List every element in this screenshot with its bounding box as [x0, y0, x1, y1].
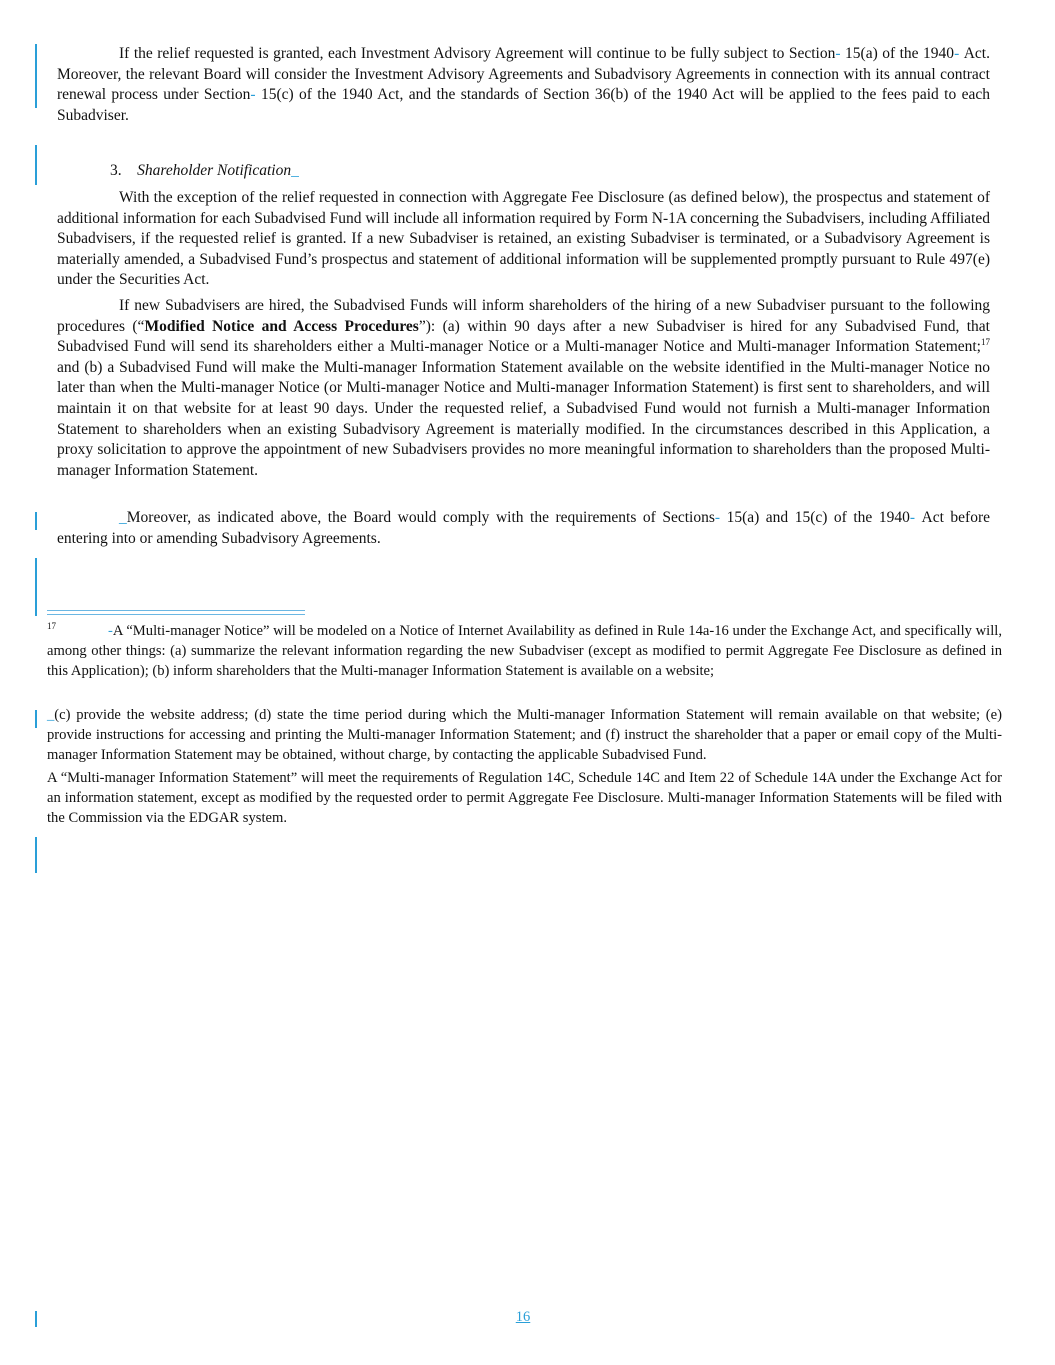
heading-title: Shareholder Notification	[137, 162, 292, 179]
revision-mark: _	[47, 707, 55, 723]
revision-mark: -	[250, 86, 261, 104]
defined-term: Modified Notice and Access Procedures	[144, 317, 419, 335]
footnote-paragraph-1: $^{17}$ -A “Multi-manager Notice” will be modeled on a Notice of Internet Availability as defined in Rule 14a-16 under the Exchange Act, and specifically will, among other things: (a) summarize the relevant information regarding the new Subadviser (except as modified to permit Aggregate Fee Disclosure as defined in this Application); (b) inform shareholders that the Multi-manager Information Statement is available on a website;	[47, 621, 1002, 679]
revision-mark: -	[909, 509, 922, 526]
paragraph-relief-granted: If the relief requested is granted, each Investment Advisory Agreement will continue to be fully subject to Section- 15(a) of the 1940- Act. Moreover, the relevant Board will consider the Investment Advisory Agreements and Subadvisory Agreements in connection with its annual contract renewal process under Section- 15(c) of the 1940 Act, and the standards of Section 36(b) of the 1940 Act will be applied to the fees paid to each Subadviser.	[57, 45, 990, 124]
revision-mark: -	[108, 623, 113, 639]
revision-mark: -	[835, 45, 846, 62]
change-bar	[35, 837, 37, 873]
change-bar	[35, 558, 37, 616]
revision-mark: -	[954, 45, 964, 62]
paragraph-board-comply: _Moreover, as indicated above, the Board would comply with the requirements of Sections- 15(a) and 15(c) of the 1940- Act before entering into or amending Subadvisory Agreements.	[57, 509, 990, 547]
heading-number: 3.	[110, 162, 122, 179]
paragraph-prospectus: With the exception of the relief requested in connection with Aggregate Fee Disclosure (as defined below), the prospectus and statement of additional information for each Subadvised Fund will include all information required by Form N-1A concerning the Subadvisers, including Affiliated Subadvisers, if the requested relief is granted. If a new Subadviser is retained, an existing Subadviser is terminated, or a Subadvisory Agreement is materially amended, a Subadvised Fund’s prospectus and statement of additional information will be supplemented promptly pursuant to Rule 497(e) under the Securities Act.	[57, 189, 990, 289]
footnote-ref[interactable]: 17	[981, 337, 990, 348]
change-bar	[35, 145, 37, 185]
revision-mark: _	[291, 162, 299, 179]
paragraph-notice-procedures: If new Subadvisers are hired, the Subadvised Funds will inform shareholders of the hiring of a new Subadviser pursuant to the following procedures (“Modified Notice and Access Procedures”): (a) within 90 days after a new Subadviser is hired for any Subadvised Fund, that Subadvised Fund will send its shareholders either a Multi-manager Notice or a Multi-manager Notice and Multi-manager Information Statement;$^{17}$ and (b) a Subadvised Fund will make the Multi-manager Information Statement available on the website identified in the Multi-manager Notice no later than when the Multi-manager Notice (or Multi-manager Notice and Multi-manager Information Statement) is first sent to shareholders, and will maintain it on that website for at least 90 days. Under the requested relief, a Subadvised Fund would not furnish a Multi-manager Information Statement to shareholders when an existing Subadvisory Agreement is materially modified. In the circumstances described in this Application, a proxy solicitation to approve the appointment of new Subadvisers provides no more meaningful information to shareholders than the proposed Multi-manager Information Statement.	[57, 297, 990, 479]
page-number[interactable]: 16	[515, 1309, 531, 1325]
footnote-separator	[47, 610, 305, 615]
change-bar	[35, 44, 37, 108]
change-bar	[35, 512, 37, 530]
footnote-paragraph-2: _(c) provide the website address; (d) state the time period during which the Multi-manager Information Statement will remain available on that website; (e) provide instructions for accessing and printing the Multi-manager Information Statement; and (f) instruct the shareholder that a paper or email copy of the Multi-manager Information Statement may be obtained, without charge, by contacting the applicable Subadvised Fund.	[47, 707, 1002, 763]
section-heading	[110, 162, 299, 180]
footnote-paragraph-3: A “Multi-manager Information Statement” will meet the requirements of Regulation 14C, Schedule 14C and Item 22 of Schedule 14A under the Exchange Act for an information statement, except as modified by the requested order to permit Aggregate Fee Disclosure. Multi-manager Information Statements will be filed with the Commission via the EDGAR system.	[47, 770, 1002, 826]
change-bar	[35, 710, 37, 728]
revision-mark: _	[119, 509, 127, 526]
revision-mark: -	[714, 509, 727, 526]
footnote-number: 17	[47, 621, 56, 632]
